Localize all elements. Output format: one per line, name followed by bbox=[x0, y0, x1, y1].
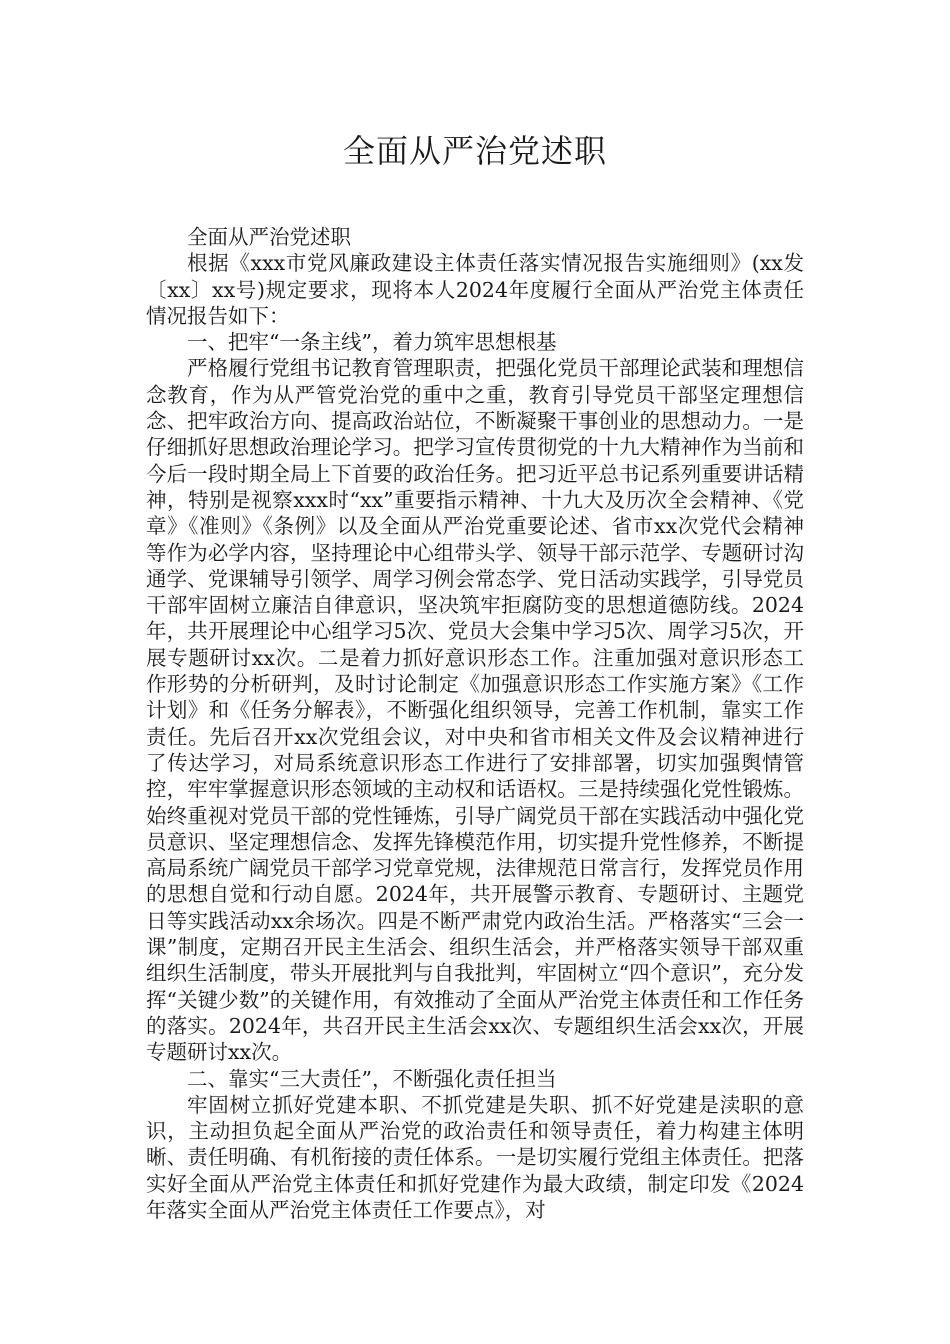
paragraph-subtitle: 全面从严治党述职 bbox=[187, 225, 351, 249]
section-heading-2: 二、靠实“三大责任”，不断强化责任担当 bbox=[187, 1066, 557, 1091]
section-heading-1: 一、把牢“一条主线”，着力筑牢思想根基 bbox=[187, 330, 557, 355]
paragraph-intro: 根据《xxx市党风廉政建设主体责任落实情况报告实施细则》(xx发〔xx〕xx号)规定要求，现将本人2024年度履行全面从严治党主体责任情况报告如下： bbox=[146, 251, 804, 328]
paragraph-section-1: 严格履行党组书记教育管理职责，把强化党员干部理论武装和理想信念教育，作为从严管党治党的重中之重，教育引导党员干部坚定理想信念、把牢政治方向、提高政治站位，不断凝聚干事创业的思想动力。一是仔细抓好思想政治理论学习。把学习宣传贯彻党的十九大精神作为当前和今后一段时期全局上下首要的政治任务。把习近平总书记系列重要讲话精神，特别是视察xxx时“xx”重要指示精神、十九大及历次全会精神、《党章》《准则》《条例》以及全面从严治党重要论述、省市xx次党代会精神等作为必学内容，坚持理论中心组带头学、领导干部示范学、专题研讨沟通学、党课辅导引领学、周学习例会常态学、党日活动实践学，引导党员干部牢固树立廉洁自律意识，坚决筑牢拒腐防变的思想道德防线。2024年，共开展理论中心组学习5次、党员大会集中学习5次、周学习5次，开展专题研讨xx次。二是着力抓好意识形态工作。注重加强对意识形态工作形势的分析研判，及时讨论制定《加强意识形态工作实施方案》《工作计划》和《任务分解表》，不断强化组织领导，完善工作机制，靠实工作责任。先后召开xx次党组会议，对中央和省市相关文件及会议精神进行了传达学习，对局系统意识形态工作进行了安排部署，切实加强舆情管控，牢牢掌握意识形态领域的主动权和话语权。三是持续强化党性锻炼。始终重视对党员干部的党性锤炼，引导广阔党员干部在实践活动中强化党员意识、坚定理想信念、发挥先锋模范作用，切实提升党性修养，不断提高局系统广阔党员干部学习党章党规，法律规范日常言行，发挥党员作用的思想自觉和行动自愿。2024年，共开展警示教育、专题研讨、主题党日等实践活动xx余场次。四是不断严肃党内政治生活。严格落实“三会一课”制度，定期召开民主生活会、组织生活会，并严格落实领导干部双重组织生活制度，带头开展批判与自我批判，牢固树立“四个意识”，充分发挥“关键少数”的关键作用，有效推动了全面从严治党主体责任和工作任务的落实。2024年，共召开民主生活会xx次、专题组织生活会xx次，开展专题研讨xx次。 bbox=[146, 356, 804, 1065]
document-body bbox=[146, 224, 804, 1223]
paragraph-section-2: 牢固树立抓好党建本职、不抓党建是失职、抓不好党建是渎职的意识，主动担负起全面从严治党的政治责任和领导责任，着力构建主体明晰、责任明确、有机衔接的责任体系。一是切实履行党组主体责任。把落实好全面从严治党主体责任和抓好党建作为最大政绩，制定印发《2024年落实全面从严治党主体责任工作要点》，对 bbox=[146, 1092, 804, 1222]
document-title: 全面从严治党述职 bbox=[342, 132, 607, 170]
